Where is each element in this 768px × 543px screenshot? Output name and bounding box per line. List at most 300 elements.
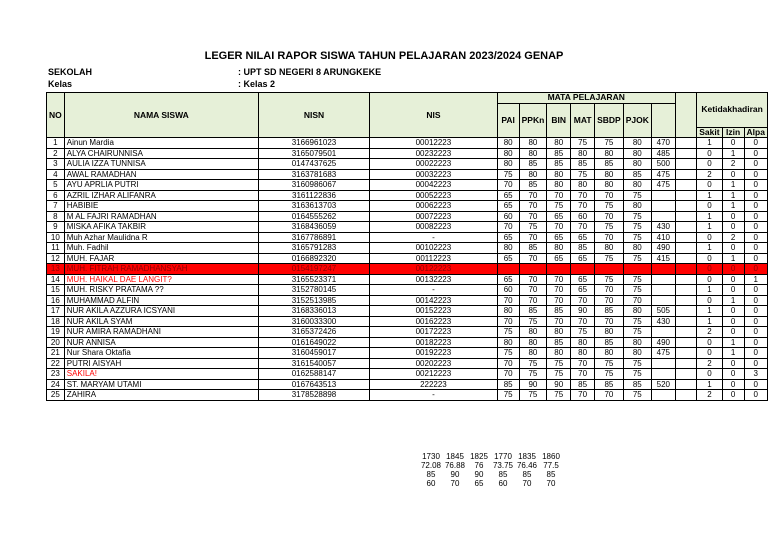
cell-absence: 1	[697, 211, 722, 222]
cell-empty	[675, 295, 697, 306]
cell-nisn: 3165372426	[258, 327, 369, 338]
summary-value: 60	[498, 479, 508, 488]
header-spacer	[675, 103, 697, 138]
cell-score: 70	[547, 190, 571, 201]
header-spacer	[675, 93, 697, 104]
cell-score: 75	[595, 358, 624, 369]
cell-absence: 0	[697, 295, 722, 306]
cell-score: 75	[623, 211, 651, 222]
cell-no: 19	[47, 327, 65, 338]
cell-total: 505	[651, 306, 675, 317]
cell-score: 90	[571, 306, 595, 317]
cell-nisn: 0161649022	[258, 337, 369, 348]
cell-score: 70	[571, 369, 595, 380]
summary-value: 77.5	[543, 461, 559, 470]
cell-absence: 0	[744, 358, 767, 369]
cell-score: 75	[571, 327, 595, 338]
cell-nama: AWAL RAMADHAN	[64, 169, 258, 180]
cell-nisn: 3178528898	[258, 390, 369, 401]
cell-no: 12	[47, 253, 65, 264]
cell-no: 5	[47, 180, 65, 191]
cell-absence: 0	[744, 138, 767, 149]
cell-score: 80	[595, 148, 624, 159]
cell-score: 70	[519, 285, 547, 296]
cell-score: 80	[519, 337, 547, 348]
cell-nis: 00212223	[370, 369, 498, 380]
cell-absence: 1	[697, 285, 722, 296]
cell-no: 21	[47, 348, 65, 359]
cell-no: 11	[47, 243, 65, 254]
cell-score: 70	[519, 274, 547, 285]
cell-absence: 1	[697, 306, 722, 317]
cell-absence: 0	[697, 232, 722, 243]
cell-score: 75	[623, 190, 651, 201]
cell-no: 6	[47, 190, 65, 201]
cell-absence: 1	[722, 190, 744, 201]
cell-nisn: 0166892320	[258, 253, 369, 264]
cell-nisn: 3165791283	[258, 243, 369, 254]
cell-nama: AULIA IZZA TUNNISA	[64, 159, 258, 170]
cell-nis: 00182223	[370, 337, 498, 348]
cell-empty	[675, 337, 697, 348]
header-absence: Alpa	[744, 127, 767, 138]
cell-score: 75	[623, 316, 651, 327]
cell-score: 65	[497, 274, 519, 285]
cell-score: 80	[497, 306, 519, 317]
cell-empty	[675, 232, 697, 243]
cell-empty	[675, 379, 697, 390]
cell-nis: 00102223	[370, 243, 498, 254]
summary-value: 1835	[518, 452, 536, 461]
cell-absence: 0	[697, 369, 722, 380]
cell-score: 80	[595, 327, 624, 338]
meta-value: : Kelas 2	[238, 79, 276, 89]
cell-absence: 0	[744, 169, 767, 180]
cell-score: 65	[547, 232, 571, 243]
cell-score: 80	[519, 327, 547, 338]
cell-total: 475	[651, 169, 675, 180]
cell-score: 85	[519, 159, 547, 170]
cell-no: 8	[47, 211, 65, 222]
cell-total: 485	[651, 148, 675, 159]
cell-no: 23	[47, 369, 65, 380]
cell-absence: 0	[744, 159, 767, 170]
cell-empty	[675, 169, 697, 180]
cell-score: 75	[547, 358, 571, 369]
cell-nisn: 0147437625	[258, 159, 369, 170]
cell-total: 475	[651, 348, 675, 359]
cell-nama: MISKA AFIKA TAKBIR	[64, 222, 258, 233]
cell-score: 90	[519, 379, 547, 390]
cell-empty	[675, 327, 697, 338]
cell-no: 13	[47, 264, 65, 275]
cell-absence: 0	[722, 264, 744, 275]
cell-score: 85	[595, 379, 624, 390]
cell-absence: 0	[744, 348, 767, 359]
cell-score: 65	[571, 253, 595, 264]
cell-score	[497, 264, 519, 275]
cell-score: 70	[547, 316, 571, 327]
header-subject: MAT	[571, 103, 595, 138]
summary-value: 70	[546, 479, 556, 488]
cell-absence: 0	[722, 243, 744, 254]
header-nis: NIS	[370, 93, 498, 138]
cell-nisn: 3163613703	[258, 201, 369, 212]
cell-nisn: 3161540057	[258, 358, 369, 369]
cell-score: 75	[595, 369, 624, 380]
cell-score: 75	[623, 232, 651, 243]
summary-value: 1845	[446, 452, 464, 461]
cell-score: 80	[547, 169, 571, 180]
cell-empty	[675, 201, 697, 212]
cell-nama: AZRIL IZHAR ALIFANRA	[64, 190, 258, 201]
summary-value: 1860	[542, 452, 560, 461]
cell-score: 75	[623, 358, 651, 369]
cell-no: 10	[47, 232, 65, 243]
cell-score: 80	[623, 148, 651, 159]
cell-nis: 00192223	[370, 348, 498, 359]
summary-value: 76.46	[516, 461, 538, 470]
cell-score: 80	[547, 243, 571, 254]
cell-absence: 0	[744, 285, 767, 296]
cell-nis: 00052223	[370, 190, 498, 201]
cell-score: 80	[519, 138, 547, 149]
cell-score: 75	[497, 169, 519, 180]
cell-score: 75	[595, 274, 624, 285]
cell-nis: 00032223	[370, 169, 498, 180]
cell-score: 85	[519, 243, 547, 254]
cell-nisn: 3160459017	[258, 348, 369, 359]
meta-value: : UPT SD NEGERI 8 ARUNGKEKE	[238, 67, 382, 77]
summary-value: 73.75	[492, 461, 514, 470]
cell-nama: NUR AKILA SYAM	[64, 316, 258, 327]
cell-score: 70	[497, 222, 519, 233]
cell-absence: 0	[697, 159, 722, 170]
cell-absence: 0	[722, 358, 744, 369]
cell-score: 70	[571, 316, 595, 327]
cell-total: 475	[651, 180, 675, 191]
header-subject: PAI	[497, 103, 519, 138]
cell-score: 80	[571, 348, 595, 359]
cell-nisn: 3163781683	[258, 169, 369, 180]
table-row	[47, 285, 768, 296]
table-row	[47, 264, 768, 275]
cell-score: 75	[595, 201, 624, 212]
cell-nama: MUH. HAIKAL DAE LANGIT?	[64, 274, 258, 285]
cell-score: 85	[547, 148, 571, 159]
page-title: LEGER NILAI RAPOR SISWA TAHUN PELAJARAN 2023/2024 GENAP	[204, 50, 564, 62]
cell-nis: 00072223	[370, 211, 498, 222]
cell-score: 75	[623, 222, 651, 233]
cell-nama: ZAHIRA	[64, 390, 258, 401]
cell-score: 80	[623, 243, 651, 254]
meta-label: SEKOLAH	[48, 67, 93, 77]
cell-absence: 0	[697, 264, 722, 275]
summary-value: 76.88	[444, 461, 466, 470]
cell-no: 9	[47, 222, 65, 233]
cell-nisn: 3161122836	[258, 190, 369, 201]
cell-total: 500	[651, 159, 675, 170]
cell-total	[651, 274, 675, 285]
cell-absence: 1	[697, 379, 722, 390]
cell-nisn: 0154197247	[258, 264, 369, 275]
cell-nisn: 3168336013	[258, 306, 369, 317]
cell-nama: NUR AKILA AZZURA ICSYANI	[64, 306, 258, 317]
cell-total: 470	[651, 138, 675, 149]
table-row	[47, 348, 768, 359]
cell-nisn: 3160033300	[258, 316, 369, 327]
cell-score: 70	[547, 274, 571, 285]
table-row	[47, 190, 768, 201]
cell-score: 70	[497, 180, 519, 191]
cell-score: 70	[595, 190, 624, 201]
cell-score	[623, 264, 651, 275]
cell-score: 70	[519, 190, 547, 201]
summary-value: 1770	[494, 452, 512, 461]
cell-score: 70	[595, 390, 624, 401]
cell-nis: 00042223	[370, 180, 498, 191]
cell-score: 75	[623, 274, 651, 285]
cell-absence: 0	[744, 148, 767, 159]
cell-score: 75	[519, 390, 547, 401]
summary-value: 85	[546, 470, 556, 479]
cell-total	[651, 369, 675, 380]
cell-score: 60	[497, 285, 519, 296]
cell-absence: 0	[722, 390, 744, 401]
cell-score: 80	[497, 159, 519, 170]
cell-score: 70	[571, 358, 595, 369]
summary-value: 60	[426, 479, 436, 488]
cell-score: 80	[519, 169, 547, 180]
cell-absence: 1	[744, 274, 767, 285]
header-ketidakhadiran: Ketidakhadiran	[697, 93, 768, 128]
cell-score: 75	[595, 222, 624, 233]
cell-score: 70	[571, 390, 595, 401]
cell-score: 70	[497, 295, 519, 306]
cell-nama: MUH. RISKY PRATAMA ??	[64, 285, 258, 296]
cell-absence: 0	[744, 264, 767, 275]
cell-absence: 0	[697, 253, 722, 264]
cell-nis: 00162223	[370, 316, 498, 327]
cell-score: 70	[519, 232, 547, 243]
cell-score: 85	[623, 379, 651, 390]
cell-empty	[675, 190, 697, 201]
cell-score: 70	[519, 211, 547, 222]
table-row	[47, 159, 768, 170]
cell-score: 75	[519, 222, 547, 233]
cell-score	[595, 264, 624, 275]
cell-score: 80	[519, 348, 547, 359]
cell-no: 15	[47, 285, 65, 296]
cell-total: 410	[651, 232, 675, 243]
cell-nisn: 3167786891	[258, 232, 369, 243]
cell-score: 75	[519, 369, 547, 380]
cell-score: 65	[547, 253, 571, 264]
cell-score: 75	[623, 253, 651, 264]
summary-value: 1825	[470, 452, 488, 461]
cell-empty	[675, 222, 697, 233]
table-row	[47, 327, 768, 338]
cell-absence: 0	[744, 316, 767, 327]
cell-nama: Nur Shara Oktafia	[64, 348, 258, 359]
cell-score: 70	[595, 295, 624, 306]
cell-no: 3	[47, 159, 65, 170]
cell-nama: SAKILA!	[64, 369, 258, 380]
cell-empty	[675, 358, 697, 369]
cell-absence: 0	[722, 274, 744, 285]
summary-value: 90	[450, 470, 460, 479]
cell-absence: 0	[744, 211, 767, 222]
cell-nama: Ainun Mardia	[64, 138, 258, 149]
cell-score: 85	[497, 379, 519, 390]
cell-score: 80	[571, 148, 595, 159]
cell-nama: M AL FAJRI RAMADHAN	[64, 211, 258, 222]
table-row	[47, 201, 768, 212]
table-row	[47, 306, 768, 317]
table-row	[47, 316, 768, 327]
cell-absence: 0	[744, 295, 767, 306]
cell-score: 80	[623, 337, 651, 348]
cell-absence: 0	[722, 138, 744, 149]
cell-empty	[675, 243, 697, 254]
table-row	[47, 169, 768, 180]
cell-absence: 0	[697, 274, 722, 285]
table-row	[47, 379, 768, 390]
cell-score: 80	[623, 306, 651, 317]
cell-score: 65	[497, 201, 519, 212]
cell-total	[651, 285, 675, 296]
cell-no: 16	[47, 295, 65, 306]
cell-absence: 0	[744, 337, 767, 348]
cell-nis: 00232223	[370, 148, 498, 159]
header-no: NO	[47, 93, 65, 138]
cell-total: 490	[651, 243, 675, 254]
cell-score: 80	[571, 337, 595, 348]
cell-empty	[675, 211, 697, 222]
cell-score: 85	[519, 306, 547, 317]
table-row	[47, 232, 768, 243]
cell-absence: 1	[697, 138, 722, 149]
header-total	[651, 103, 675, 138]
cell-absence: 2	[697, 358, 722, 369]
summary-value: 85	[498, 470, 508, 479]
cell-empty	[675, 348, 697, 359]
cell-total	[651, 201, 675, 212]
cell-absence: 0	[744, 243, 767, 254]
grades-table	[46, 92, 768, 401]
cell-nis: -	[370, 285, 498, 296]
table-row	[47, 358, 768, 369]
cell-absence: 0	[744, 232, 767, 243]
cell-absence: 0	[722, 211, 744, 222]
cell-score: 85	[547, 159, 571, 170]
cell-score: 80	[595, 169, 624, 180]
cell-nis: 00122223	[370, 264, 498, 275]
summary-value: 72.08	[420, 461, 442, 470]
cell-score: 75	[571, 138, 595, 149]
meta-label: Kelas	[48, 79, 73, 89]
header-absence: Izin	[722, 127, 744, 138]
header-subject: SBDP	[595, 103, 624, 138]
cell-score: 70	[547, 222, 571, 233]
summary-value: 90	[474, 470, 484, 479]
cell-score: 80	[595, 348, 624, 359]
cell-score: 75	[497, 390, 519, 401]
cell-absence: 0	[744, 180, 767, 191]
cell-absence: 1	[697, 190, 722, 201]
cell-absence: 0	[722, 285, 744, 296]
cell-empty	[675, 316, 697, 327]
cell-score: 65	[547, 211, 571, 222]
table-row	[47, 253, 768, 264]
cell-score: 70	[519, 201, 547, 212]
cell-absence: 0	[722, 222, 744, 233]
cell-nis: 00082223	[370, 222, 498, 233]
cell-score: 70	[497, 358, 519, 369]
cell-absence: 0	[744, 201, 767, 212]
cell-nisn: 3165523371	[258, 274, 369, 285]
cell-score: 75	[547, 201, 571, 212]
cell-absence: 0	[744, 190, 767, 201]
table-row	[47, 243, 768, 254]
cell-score: 80	[547, 348, 571, 359]
cell-score: 90	[547, 379, 571, 390]
cell-nisn: 3152780145	[258, 285, 369, 296]
cell-score: 80	[595, 243, 624, 254]
cell-score: 65	[571, 232, 595, 243]
cell-empty	[675, 306, 697, 317]
cell-score: 70	[595, 232, 624, 243]
cell-absence: 1	[722, 180, 744, 191]
cell-nisn: 3168436059	[258, 222, 369, 233]
cell-score: 80	[497, 148, 519, 159]
cell-total: 490	[651, 337, 675, 348]
cell-no: 1	[47, 138, 65, 149]
cell-empty	[675, 274, 697, 285]
cell-empty	[675, 369, 697, 380]
cell-score	[571, 264, 595, 275]
cell-score: 70	[547, 285, 571, 296]
summary-value: 85	[522, 470, 532, 479]
cell-nisn: 0162588147	[258, 369, 369, 380]
cell-empty	[675, 390, 697, 401]
cell-score: 70	[497, 369, 519, 380]
cell-nisn: 3152513985	[258, 295, 369, 306]
cell-score: 65	[497, 232, 519, 243]
cell-score: 75	[595, 138, 624, 149]
table-row	[47, 295, 768, 306]
cell-nis: 00152223	[370, 306, 498, 317]
cell-absence: 2	[697, 327, 722, 338]
cell-empty	[675, 285, 697, 296]
cell-empty	[675, 138, 697, 149]
cell-score: 75	[519, 316, 547, 327]
cell-score: 70	[623, 295, 651, 306]
cell-nisn: 3165079501	[258, 148, 369, 159]
cell-absence: 1	[722, 348, 744, 359]
cell-nama: MUH. FITRAH RAMADHANSYAH	[64, 264, 258, 275]
cell-score: 80	[595, 180, 624, 191]
summary-value: 85	[426, 470, 436, 479]
header-absence: Sakit	[697, 127, 722, 138]
summary-value: 70	[522, 479, 532, 488]
cell-score: 75	[623, 369, 651, 380]
cell-score: 70	[519, 253, 547, 264]
cell-absence: 2	[722, 159, 744, 170]
summary-value: 65	[474, 479, 484, 488]
table-row	[47, 337, 768, 348]
table-row	[47, 222, 768, 233]
